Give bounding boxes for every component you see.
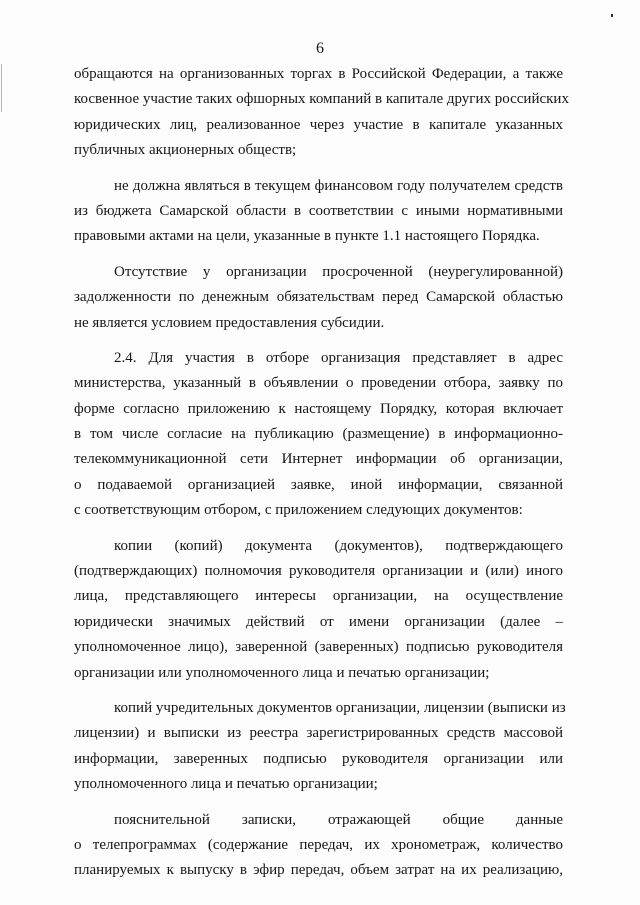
- scan-artifact: [1, 64, 2, 112]
- paragraph: [74, 808, 563, 884]
- paragraph: [74, 534, 563, 686]
- text-line: публичных акционерных обществ;: [74, 142, 297, 159]
- text-line: обращаются на организованных торгах в Российской Федерации, а также: [74, 66, 563, 82]
- text-line: уполномоченное лицо), заверенной (заверенных) подписью руководителя: [74, 639, 563, 656]
- paragraph: [74, 174, 563, 250]
- text-line: о телепрограммах (содержание передач, их хронометраж, количество: [74, 836, 563, 853]
- text-line: информации, заверенных подписью руководителя организации или: [74, 750, 563, 767]
- text-line: копии (копий) документа (документов), подтверждающего: [114, 537, 563, 554]
- text-line: лица, представляющего интересы организации, на осуществление: [74, 588, 563, 605]
- page-number: 6: [316, 40, 324, 57]
- text-line: о подаваемой организацией заявке, иной информации, связанной: [74, 476, 563, 493]
- text-line: уполномоченного лица и печатью организации;: [74, 776, 378, 793]
- text-line: юридических лиц, реализованное через участие в капитале указанных: [74, 116, 563, 133]
- text-line: копий учредительных документов организации, лицензии (выписки из: [114, 699, 566, 716]
- document-body: [74, 62, 569, 894]
- text-line: министерства, указанный в объявлении о проведении отбора, заявку по: [74, 375, 563, 392]
- text-line: (подтверждающих) полномочия руководителя организации и (или) иного: [74, 563, 563, 580]
- paragraph: [74, 346, 563, 524]
- text-line: правовыми актами на цели, указанные в пункте 1.1 настоящего Порядка.: [74, 228, 540, 245]
- text-line: лицензии) и выписки из реестра зарегистрированных средств массовой: [74, 725, 563, 742]
- text-line: пояснительной записки, отражающей общие данные: [114, 811, 563, 828]
- paragraph: [74, 62, 569, 164]
- text-line: с соответствующим отбором, с приложением следующих документов:: [74, 502, 523, 519]
- paragraph: [74, 260, 563, 336]
- text-line: задолженности по денежным обязательствам перед Самарской областью: [74, 289, 563, 306]
- text-line: телекоммуникационной сети Интернет информации об организации,: [74, 451, 563, 468]
- text-line: из бюджета Самарской области в соответствии с иными нормативными: [74, 202, 563, 219]
- text-line: юридически значимых действий от имени организации (далее –: [74, 613, 563, 630]
- scan-artifact: [611, 14, 613, 17]
- paragraph: [74, 696, 566, 798]
- text-line: организации или уполномоченного лица и печатью организации;: [74, 664, 490, 681]
- text-line: 2.4. Для участия в отборе организация представляет в адрес: [114, 349, 563, 366]
- text-line: не должна являться в текущем финансовом году получателем средств: [114, 177, 563, 194]
- text-line: Отсутствие у организации просроченной (неурегулированной): [114, 263, 563, 280]
- text-line: в том числе согласие на публикацию (размещение) в информационно-: [74, 426, 563, 443]
- text-line: форме согласно приложению к настоящему Порядку, которая включает: [74, 400, 563, 417]
- text-line: не является условием предоставления субсидии.: [74, 314, 385, 331]
- text-line: косвенное участие таких офшорных компаний в капитале других российских: [74, 91, 569, 108]
- text-line: планируемых к выпуску в эфир передач, объем затрат на их реализацию,: [74, 862, 563, 879]
